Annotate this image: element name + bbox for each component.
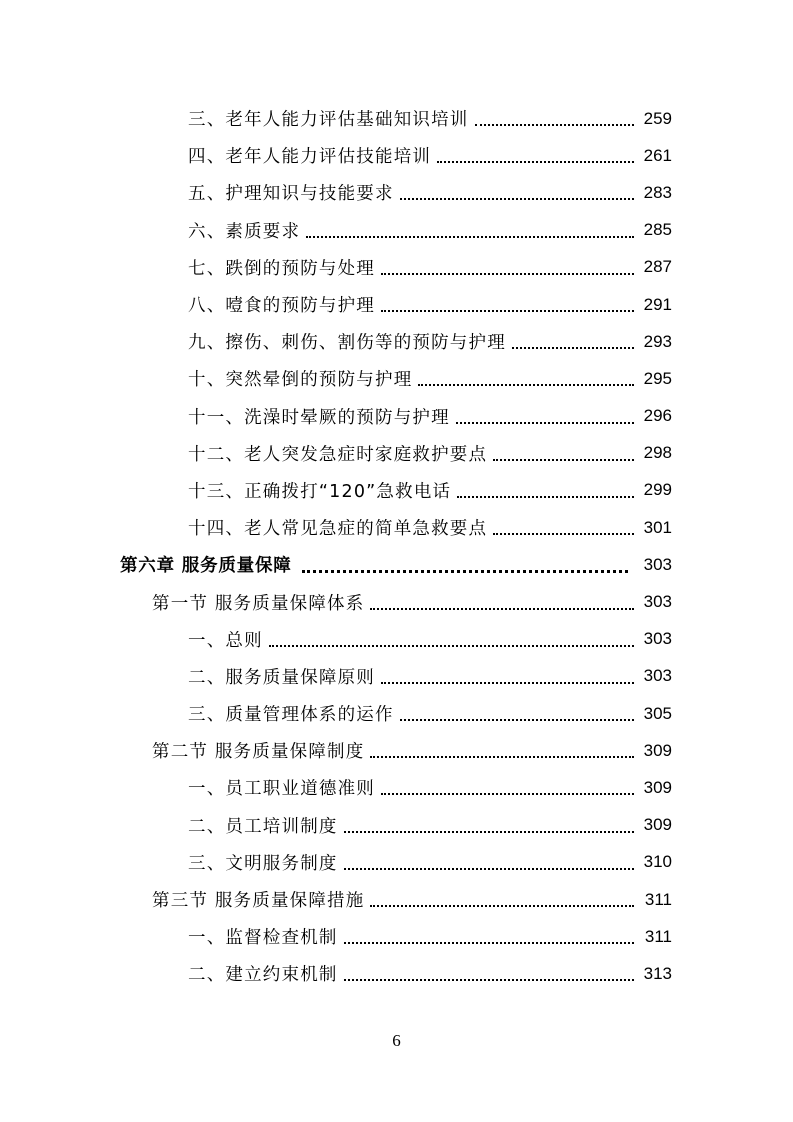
toc-entry-title: 七、跌倒的预防与处理 — [188, 258, 375, 279]
toc-entry[interactable] — [0, 249, 793, 286]
toc-section-entry[interactable] — [0, 583, 793, 620]
toc-entry-page: 298 — [643, 443, 672, 463]
toc-entry-page: 299 — [643, 480, 672, 500]
toc-entry-title: 二、员工培训制度 — [188, 816, 338, 837]
toc-entry-page: 295 — [643, 368, 672, 388]
page-number: 6 — [392, 1031, 401, 1050]
dot-leader — [269, 644, 634, 647]
table-of-contents — [0, 100, 793, 993]
toc-entry-title: 一、员工职业道德准则 — [188, 779, 375, 800]
toc-entry-title: 四、老年人能力评估技能培训 — [188, 147, 432, 168]
dot-leader — [370, 755, 634, 758]
toc-entry-page: 287 — [643, 257, 672, 277]
dot-leader — [418, 383, 634, 386]
dot-leader — [370, 607, 634, 610]
toc-entry-page: 310 — [643, 852, 672, 872]
dot-leader — [493, 458, 634, 461]
toc-entry[interactable] — [0, 844, 793, 881]
toc-entry-title: 十、突然晕倒的预防与护理 — [188, 370, 413, 391]
toc-entry[interactable] — [0, 955, 793, 992]
dot-leader — [400, 197, 634, 200]
dot-leader — [344, 978, 634, 981]
dot-leader — [370, 904, 634, 907]
dot-leader — [493, 532, 634, 535]
dot-leader — [344, 941, 634, 944]
toc-entry-title: 十一、洗澡时晕厥的预防与护理 — [188, 407, 450, 428]
dot-leader — [400, 718, 634, 721]
toc-entry-page: 259 — [643, 108, 672, 128]
toc-entry-title: 九、擦伤、刺伤、割伤等的预防与护理 — [188, 333, 506, 354]
toc-entry[interactable] — [0, 212, 793, 249]
toc-entry-title: 一、总则 — [188, 630, 263, 651]
dot-leader — [381, 681, 634, 684]
toc-entry-page: 311 — [644, 926, 672, 946]
dot-leader — [457, 495, 634, 498]
toc-entry-page: 296 — [643, 406, 672, 426]
toc-entry-page: 301 — [643, 517, 672, 537]
dot-leader — [306, 235, 634, 238]
toc-entry[interactable] — [0, 286, 793, 323]
toc-section-entry[interactable] — [0, 881, 793, 918]
toc-entry-title: 十二、老人突发急症时家庭救护要点 — [188, 444, 488, 465]
toc-entry-page: 303 — [643, 629, 672, 649]
toc-entry-page: 309 — [643, 777, 672, 797]
toc-entry-page: 305 — [643, 703, 672, 723]
toc-entry-title: 二、建立约束机制 — [188, 965, 338, 986]
toc-entry-title: 三、文明服务制度 — [188, 853, 338, 874]
toc-entry[interactable] — [0, 323, 793, 360]
toc-entry-title: 二、服务质量保障原则 — [188, 667, 375, 688]
toc-chapter-entry[interactable] — [0, 546, 793, 583]
dot-leader — [456, 421, 634, 424]
toc-entry-title: 十三、正确拨打“120”急救电话 — [188, 481, 452, 502]
dot-leader — [302, 569, 628, 573]
toc-entry-page: 313 — [643, 963, 672, 983]
toc-entry-page: 283 — [643, 182, 672, 202]
toc-section-title: 第三节 服务质量保障措施 — [152, 891, 365, 912]
dot-leader — [512, 346, 634, 349]
toc-entry[interactable] — [0, 509, 793, 546]
toc-entry-title: 五、护理知识与技能要求 — [188, 184, 394, 205]
toc-entry-page: 261 — [643, 145, 672, 165]
toc-entry[interactable] — [0, 807, 793, 844]
toc-section-title: 第一节 服务质量保障体系 — [152, 593, 365, 614]
dot-leader — [381, 309, 634, 312]
toc-section-title: 第二节 服务质量保障制度 — [152, 742, 365, 763]
dot-leader — [381, 792, 634, 795]
toc-entry[interactable] — [0, 621, 793, 658]
dot-leader — [437, 160, 634, 163]
toc-entry-title: 六、素质要求 — [188, 221, 301, 242]
toc-chapter-page: 303 — [643, 554, 672, 574]
dot-leader — [475, 123, 635, 126]
toc-entry-page: 291 — [643, 294, 672, 314]
toc-entry-page: 285 — [643, 220, 672, 240]
dot-leader — [344, 830, 634, 833]
toc-entry[interactable] — [0, 695, 793, 732]
toc-entry-title: 三、老年人能力评估基础知识培训 — [188, 110, 469, 131]
toc-entry[interactable] — [0, 435, 793, 472]
dot-leader — [344, 867, 634, 870]
toc-entry[interactable] — [0, 658, 793, 695]
toc-entry-title: 八、噎食的预防与护理 — [188, 296, 375, 317]
toc-entry[interactable] — [0, 472, 793, 509]
toc-entry-title: 三、质量管理体系的运作 — [188, 705, 394, 726]
toc-entry[interactable] — [0, 360, 793, 397]
toc-section-page: 309 — [643, 740, 672, 760]
toc-section-page: 303 — [643, 592, 672, 612]
toc-entry[interactable] — [0, 769, 793, 806]
toc-entry[interactable] — [0, 918, 793, 955]
toc-entry-page: 303 — [643, 666, 672, 686]
toc-entry-page: 293 — [643, 331, 672, 351]
toc-entry-title: 十四、老人常见急症的简单急救要点 — [188, 519, 488, 540]
toc-section-page: 311 — [644, 889, 672, 909]
toc-entry[interactable] — [0, 174, 793, 211]
toc-chapter-title: 第六章 服务质量保障 — [120, 556, 292, 577]
toc-entry[interactable] — [0, 100, 793, 137]
toc-entry[interactable] — [0, 137, 793, 174]
toc-entry-title: 一、监督检查机制 — [188, 928, 338, 949]
dot-leader — [381, 272, 634, 275]
toc-entry-page: 309 — [643, 815, 672, 835]
toc-entry[interactable] — [0, 398, 793, 435]
toc-section-entry[interactable] — [0, 732, 793, 769]
